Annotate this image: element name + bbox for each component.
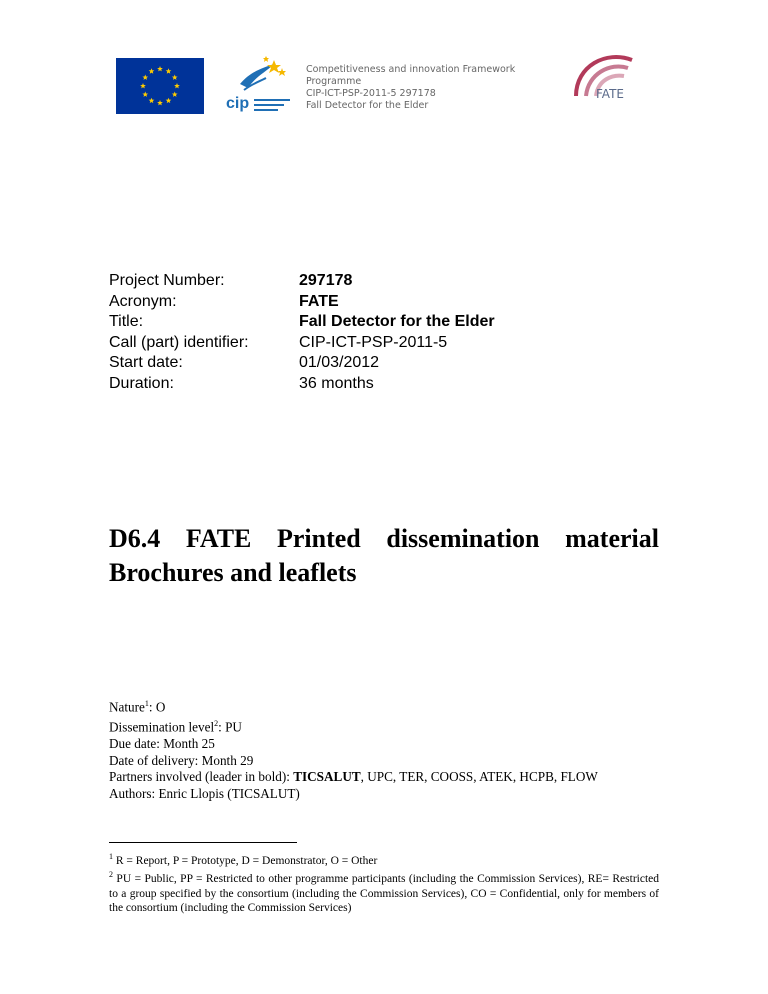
partners-line bbox=[109, 769, 669, 786]
footnote-ref: 2 bbox=[214, 718, 219, 728]
project-row bbox=[109, 292, 495, 313]
project-number: 297178 bbox=[299, 272, 353, 289]
nature-line bbox=[109, 696, 669, 716]
authors: Authors: Enric Llopis (TICSALUT) bbox=[109, 785, 300, 801]
partners-prefix: Partners involved (leader in bold): bbox=[109, 769, 294, 785]
project-acronym: FATE bbox=[299, 292, 339, 310]
footnote bbox=[109, 868, 659, 915]
footnote-ref: 1 bbox=[144, 699, 149, 708]
programme-line: Programme bbox=[306, 76, 362, 87]
project-label: Duration: bbox=[109, 374, 174, 392]
deliverable-meta bbox=[109, 696, 669, 802]
project-label: Acronym: bbox=[109, 292, 177, 310]
dissemination-label: Dissemination level bbox=[109, 719, 215, 735]
footnote-text: R = Report, P = Prototype, D = Demonstrator, O = Other bbox=[113, 854, 378, 867]
eu-star-icon bbox=[172, 75, 178, 80]
cip-logo bbox=[222, 54, 294, 118]
footnote bbox=[109, 850, 659, 868]
title-word: D6.4 bbox=[109, 524, 161, 553]
project-row bbox=[109, 353, 495, 374]
eu-star-icon bbox=[149, 98, 155, 103]
project-label: Call (part) identifier: bbox=[109, 333, 249, 351]
duration: 36 months bbox=[299, 374, 374, 392]
title-word: dissemination bbox=[386, 524, 540, 553]
deliverable-title bbox=[109, 522, 659, 590]
nature-value: : O bbox=[148, 699, 166, 715]
footnote-number: 2 bbox=[109, 870, 113, 880]
dissemination-value: : PU bbox=[218, 719, 242, 735]
project-label: Project Number: bbox=[109, 272, 225, 289]
programme-line: Fall Detector for the Elder bbox=[306, 100, 429, 111]
eu-star-icon bbox=[157, 66, 163, 71]
partners-rest: , UPC, TER, COOSS, ATEK, HCPB, FLOW bbox=[360, 769, 598, 785]
footnote-text: PU = Public, PP = Restricted to other programme participants (including the Commission Services), RE= Restricted to a group specified by the consortium (including the Commission Services), CO = Confidential, only for members of the consortium (including the Commission Services) bbox=[109, 873, 659, 915]
eu-star-icon bbox=[172, 92, 178, 97]
project-info bbox=[109, 271, 495, 394]
programme-line: CIP-ICT-PSP-2011-5 297178 bbox=[306, 88, 436, 99]
start-date: 01/03/2012 bbox=[299, 354, 380, 371]
fate-logo-text: FATE bbox=[596, 87, 624, 101]
project-row bbox=[109, 271, 495, 292]
footnote-number: 1 bbox=[109, 852, 113, 861]
title-word: FATE bbox=[185, 524, 252, 553]
delivery-date: Date of delivery: Month 29 bbox=[109, 752, 254, 768]
eu-star-icon bbox=[166, 68, 172, 73]
nature-label: Nature bbox=[109, 699, 145, 715]
project-row bbox=[109, 312, 495, 333]
call-identifier: CIP-ICT-PSP-2011-5 bbox=[299, 333, 448, 351]
eu-star-icon bbox=[142, 92, 148, 97]
cip-logo-text: cip bbox=[226, 95, 250, 112]
eu-star-icon bbox=[174, 83, 180, 88]
eu-flag-logo bbox=[116, 58, 204, 114]
eu-star-icon bbox=[140, 83, 146, 88]
partners-leader: TICSALUT bbox=[293, 769, 361, 785]
project-row bbox=[109, 374, 495, 395]
eu-star-icon bbox=[142, 75, 148, 80]
eu-star-icon bbox=[149, 68, 155, 73]
project-label: Start date: bbox=[109, 354, 183, 371]
due-date: Due date: Month 25 bbox=[109, 735, 215, 751]
eu-star-icon bbox=[157, 100, 163, 105]
eu-star-icon bbox=[166, 98, 172, 103]
project-label: Title: bbox=[109, 313, 144, 330]
footnote-divider bbox=[109, 842, 297, 843]
deliverable-title-line1 bbox=[109, 522, 659, 556]
title-word: Printed bbox=[276, 524, 361, 553]
deliverable-title-line2: Brochures and leaflets bbox=[109, 558, 357, 587]
programme-info bbox=[306, 64, 546, 112]
dissemination-line bbox=[109, 716, 669, 736]
footnotes bbox=[109, 850, 659, 916]
programme-line: Competitiveness and innovation Framework bbox=[306, 64, 516, 75]
project-row bbox=[109, 333, 495, 354]
title-word: material bbox=[565, 524, 659, 553]
fate-logo bbox=[566, 46, 648, 112]
project-title: Fall Detector for the Elder bbox=[299, 313, 495, 330]
